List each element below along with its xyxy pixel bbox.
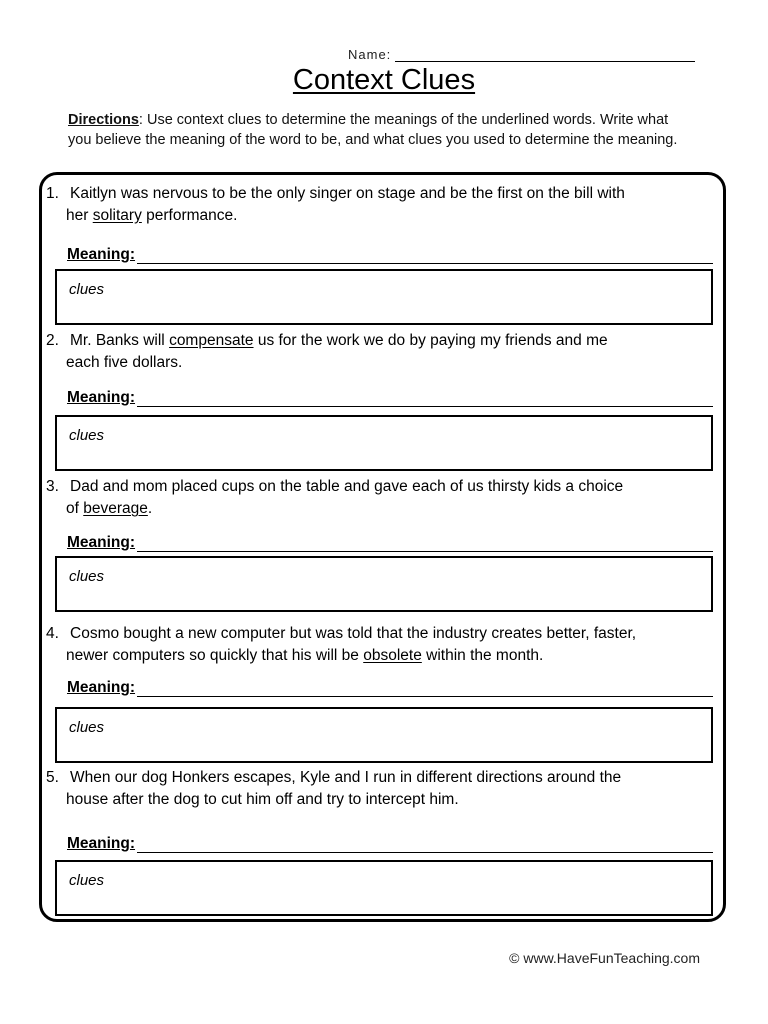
page-title: Context Clues [292,64,476,96]
question-text: When our dog Honkers escapes, Kyle and I run in different directions around the [70,769,622,786]
question-text: Kaitlyn was nervous to be the only singer on stage and be the first on the bill with [70,185,625,202]
clues-box-2[interactable] [55,415,713,471]
directions [68,110,678,150]
underlined-word: beverage [83,500,148,517]
name-field[interactable] [348,47,695,62]
meaning-label: Meaning: [67,679,136,696]
question-2 [46,330,716,374]
underlined-word: solitary [92,207,142,224]
clues-box-1[interactable] [55,269,713,325]
question-number: 5. [46,769,59,786]
question-text: performance. [141,207,238,224]
question-text: Dad and mom placed cups on the table and gave each of us thirsty kids a choice [70,478,624,495]
directions-text: : Use context clues to determine the meanings of the underlined words. Write what you believe the meaning of the word to be, and what clues you used to determine the meaning. [68,112,678,148]
question-text: . [147,500,153,517]
question-number: 2. [46,332,59,349]
clues-label: clues [69,568,105,585]
question-text: her [66,207,93,224]
question-1 [46,183,716,227]
question-text: us for the work we do by paying my friends and me [253,332,608,349]
meaning-row-4 [67,679,713,697]
meaning-line[interactable] [137,537,713,552]
clues-box-5[interactable] [55,860,713,916]
footer-copyright: © www.HaveFunTeaching.com [509,950,700,966]
meaning-label: Meaning: [67,389,136,406]
question-text: Cosmo bought a new computer but was told that the industry creates better, faster, [70,625,637,642]
meaning-line[interactable] [137,249,713,264]
meaning-row-2 [67,389,713,407]
question-5 [46,767,716,811]
clues-label: clues [69,281,105,298]
question-3 [46,476,716,520]
meaning-row-1 [67,246,713,264]
clues-box-3[interactable] [55,556,713,612]
underlined-word: compensate [169,332,254,349]
question-text: him. [425,791,459,808]
meaning-label: Meaning: [67,835,136,852]
meaning-line[interactable] [137,682,713,697]
question-number: 4. [46,625,59,642]
name-label: Name: [348,47,392,62]
directions-label: Directions [68,112,139,128]
target-word: intercept [365,791,426,808]
underlined-word: obsolete [363,647,422,664]
meaning-row-5 [67,835,713,853]
question-text: of [66,500,84,517]
meaning-line[interactable] [137,838,713,853]
question-number: 3. [46,478,59,495]
question-number: 1. [46,185,59,202]
clues-label: clues [69,427,105,444]
meaning-row-3 [67,534,713,552]
question-text: newer computers so quickly that his will be [66,647,364,664]
clues-box-4[interactable] [55,707,713,763]
question-4 [46,623,716,667]
meaning-label: Meaning: [67,246,136,263]
clues-label: clues [69,719,105,736]
question-text: each five dollars. [66,354,183,371]
name-line[interactable] [395,48,695,62]
question-text: house after the dog to cut him off and try to [66,791,366,808]
clues-label: clues [69,872,105,889]
question-text: within the month. [421,647,544,664]
question-text: Mr. Banks will [70,332,170,349]
meaning-label: Meaning: [67,534,136,551]
meaning-line[interactable] [137,392,713,407]
